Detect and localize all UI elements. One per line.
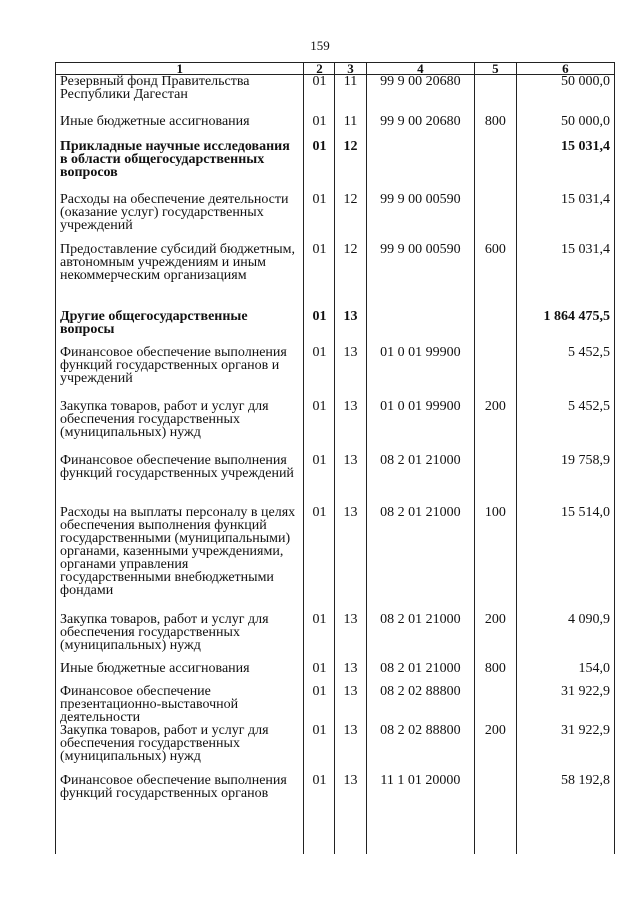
row-target-article-cell: 08 2 01 21000: [366, 454, 475, 506]
row-expense-type-cell: 200: [475, 400, 516, 454]
row-section-cell: 01: [304, 140, 335, 193]
table-row: [56, 140, 615, 193]
budget-table: [55, 62, 615, 854]
row-target-article-cell: 01 0 01 99900: [366, 346, 475, 400]
row-target-article-cell: 08 2 02 88800: [366, 724, 475, 774]
row-name-cell: Финансовое обеспечение выполнения функций государственных органов: [56, 774, 304, 854]
row-expense-type-cell: [475, 774, 516, 854]
table-row: [56, 454, 615, 506]
row-expense-type-cell: 200: [475, 613, 516, 662]
row-amount-cell: 15 031,4: [516, 193, 614, 243]
table-row: [56, 400, 615, 454]
row-subsection-cell: 13: [335, 724, 366, 774]
row-subsection-cell: 13: [335, 506, 366, 613]
row-target-article-cell: [366, 310, 475, 346]
column-header-3: 3: [335, 63, 366, 75]
table-row: [56, 662, 615, 685]
row-section-cell: 01: [304, 685, 335, 724]
row-name-cell: Финансовое обеспечение выполнения функций государственных органов и учреждений: [56, 346, 304, 400]
row-target-article-cell: 01 0 01 99900: [366, 400, 475, 454]
row-name-cell: Финансовое обеспечение выполнения функций государственных учреждений: [56, 454, 304, 506]
column-header-2: 2: [304, 63, 335, 75]
row-target-article-cell: 11 1 01 20000: [366, 774, 475, 854]
row-expense-type-cell: 100: [475, 506, 516, 613]
row-subsection-cell: 13: [335, 310, 366, 346]
row-section-cell: 01: [304, 613, 335, 662]
row-target-article-cell: 08 2 01 21000: [366, 613, 475, 662]
row-name-cell: Другие общегосударственные вопросы: [56, 310, 304, 346]
row-target-article-cell: 99 9 00 00590: [366, 243, 475, 310]
row-expense-type-cell: [475, 685, 516, 724]
row-name-cell: Прикладные научные исследования в области общегосударственных вопросов: [56, 140, 304, 193]
row-amount-cell: 15 514,0: [516, 506, 614, 613]
table-header-row: [56, 63, 615, 75]
row-section-cell: 01: [304, 400, 335, 454]
column-header-5: 5: [475, 63, 516, 75]
row-name-cell: Иные бюджетные ассигнования: [56, 115, 304, 140]
row-name-cell: Иные бюджетные ассигнования: [56, 662, 304, 685]
column-header-1: 1: [56, 63, 304, 75]
row-amount-cell: 15 031,4: [516, 243, 614, 310]
row-section-cell: 01: [304, 310, 335, 346]
row-subsection-cell: 12: [335, 193, 366, 243]
row-section-cell: 01: [304, 454, 335, 506]
row-expense-type-cell: [475, 75, 516, 115]
row-section-cell: 01: [304, 193, 335, 243]
row-section-cell: 01: [304, 75, 335, 115]
row-subsection-cell: 13: [335, 346, 366, 400]
row-subsection-cell: 11: [335, 75, 366, 115]
row-amount-cell: 31 922,9: [516, 724, 614, 774]
row-expense-type-cell: [475, 140, 516, 193]
row-subsection-cell: 12: [335, 140, 366, 193]
row-expense-type-cell: [475, 346, 516, 400]
row-target-article-cell: [366, 140, 475, 193]
row-amount-cell: 19 758,9: [516, 454, 614, 506]
table-row: [56, 724, 615, 774]
page-number: 159: [310, 38, 330, 53]
row-expense-type-cell: [475, 454, 516, 506]
row-amount-cell: 58 192,8: [516, 774, 614, 854]
row-amount-cell: 31 922,9: [516, 685, 614, 724]
table-row: [56, 685, 615, 724]
row-section-cell: 01: [304, 662, 335, 685]
table-row: [56, 75, 615, 115]
row-target-article-cell: 99 9 00 20680: [366, 75, 475, 115]
row-section-cell: 01: [304, 346, 335, 400]
table-row: [56, 774, 615, 854]
table-row: [56, 346, 615, 400]
row-expense-type-cell: [475, 310, 516, 346]
row-name-cell: Резервный фонд Правительства Республики Дагестан: [56, 75, 304, 115]
row-subsection-cell: 13: [335, 774, 366, 854]
row-section-cell: 01: [304, 724, 335, 774]
row-name-cell: Финансовое обеспечение презентационно-выставочной деятельности: [56, 685, 304, 724]
column-header-4: 4: [366, 63, 475, 75]
row-section-cell: 01: [304, 115, 335, 140]
row-name-cell: Закупка товаров, работ и услуг для обеспечения государственных (муниципальных) нужд: [56, 613, 304, 662]
row-target-article-cell: 08 2 01 21000: [366, 662, 475, 685]
row-target-article-cell: 08 2 01 21000: [366, 506, 475, 613]
row-name-cell: Закупка товаров, работ и услуг для обеспечения государственных (муниципальных) нужд: [56, 400, 304, 454]
row-subsection-cell: 13: [335, 613, 366, 662]
row-amount-cell: 5 452,5: [516, 346, 614, 400]
column-header-6: 6: [516, 63, 614, 75]
row-name-cell: Расходы на обеспечение деятельности (оказание услуг) государственных учреждений: [56, 193, 304, 243]
row-section-cell: 01: [304, 243, 335, 310]
row-expense-type-cell: [475, 193, 516, 243]
table-row: [56, 115, 615, 140]
row-expense-type-cell: 600: [475, 243, 516, 310]
table-row: [56, 193, 615, 243]
row-amount-cell: 1 864 475,5: [516, 310, 614, 346]
row-subsection-cell: 11: [335, 115, 366, 140]
table-row: [56, 506, 615, 613]
row-subsection-cell: 13: [335, 662, 366, 685]
row-amount-cell: 5 452,5: [516, 400, 614, 454]
row-amount-cell: 4 090,9: [516, 613, 614, 662]
row-expense-type-cell: 200: [475, 724, 516, 774]
row-amount-cell: 15 031,4: [516, 140, 614, 193]
row-amount-cell: 50 000,0: [516, 115, 614, 140]
row-section-cell: 01: [304, 506, 335, 613]
row-expense-type-cell: 800: [475, 115, 516, 140]
row-subsection-cell: 12: [335, 243, 366, 310]
row-target-article-cell: 99 9 00 20680: [366, 115, 475, 140]
table-row: [56, 243, 615, 310]
row-amount-cell: 154,0: [516, 662, 614, 685]
row-amount-cell: 50 000,0: [516, 75, 614, 115]
row-target-article-cell: 99 9 00 00590: [366, 193, 475, 243]
table-row: [56, 310, 615, 346]
row-subsection-cell: 13: [335, 454, 366, 506]
row-subsection-cell: 13: [335, 400, 366, 454]
row-name-cell: Расходы на выплаты персоналу в целях обеспечения выполнения функций государственными (муниципальными) органами, казенными учреждениями, органами управления государственными внебюджетными фондами: [56, 506, 304, 613]
row-name-cell: Закупка товаров, работ и услуг для обеспечения государственных (муниципальных) нужд: [56, 724, 304, 774]
row-section-cell: 01: [304, 774, 335, 854]
table-row: [56, 613, 615, 662]
row-name-cell: Предоставление субсидий бюджетным, автономным учреждениям и иным некоммерческим организациям: [56, 243, 304, 310]
row-subsection-cell: 13: [335, 685, 366, 724]
row-target-article-cell: 08 2 02 88800: [366, 685, 475, 724]
row-expense-type-cell: 800: [475, 662, 516, 685]
